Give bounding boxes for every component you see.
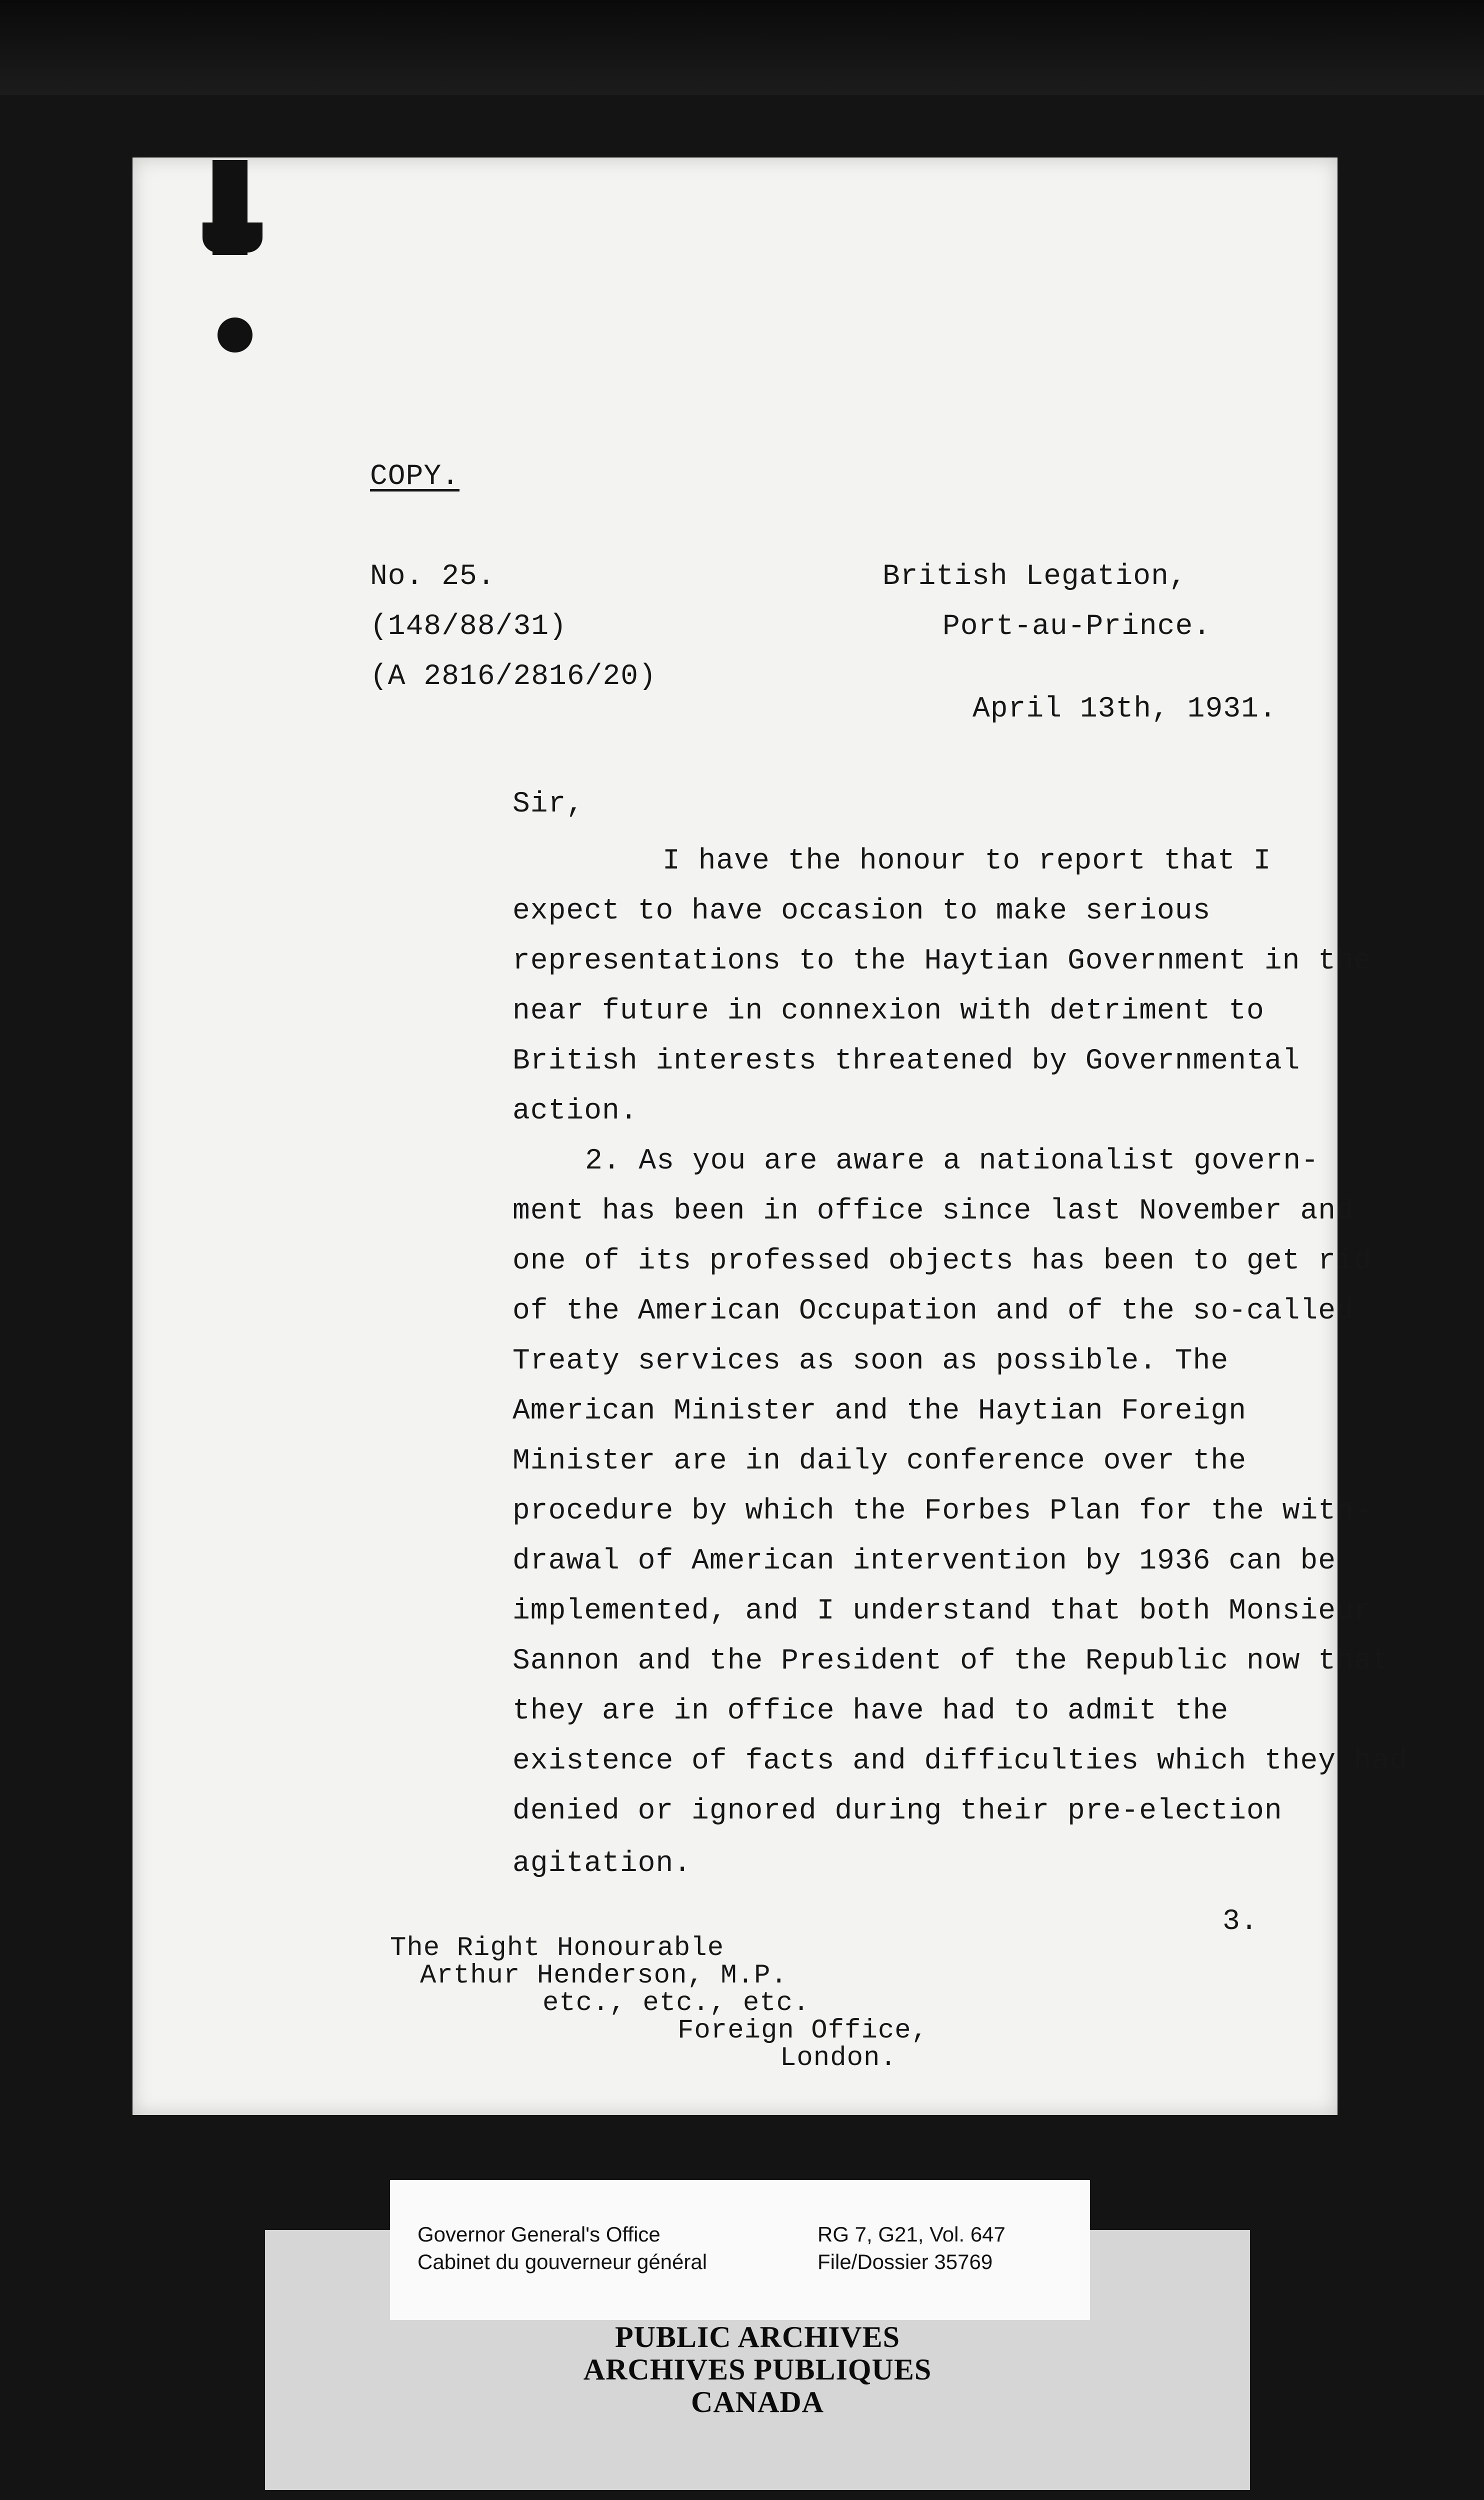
addressee-line-3: etc., etc., etc. [542,1988,810,2018]
body-line: existence of facts and difficulties which they had [512,1745,1408,1778]
body-line: agitation. [512,1848,692,1880]
body-line: Treaty services as soon as possible. The [512,1345,1229,1378]
body-line: implemented, and I understand that both Monsieur [512,1595,1372,1628]
addressee-line-2: Arthur Henderson, M.P. [420,1960,788,1991]
letter-date: April 13th, 1931. [972,693,1277,726]
body-line: one of its professed objects has been to get rid [512,1245,1372,1278]
archive-label [390,2180,1090,2320]
body-line: British interests threatened by Governmental [512,1045,1300,1078]
sender-line-1: British Legation, [882,560,1187,593]
body-line: drawal of American intervention by 1936 can be [512,1545,1336,1578]
file-reference-1: (148/88/31) [370,610,567,643]
body-line: near future in connexion with detriment to [512,995,1264,1028]
scan-artifact [218,318,252,352]
body-line: action. [512,1095,638,1128]
archive-stamp-line-1: PUBLIC ARCHIVES [614,2320,900,2354]
archive-stamp-line-3: CANADA [691,2386,824,2418]
office-name-en: Governor General's Office [418,2222,660,2246]
scan-artifact [202,222,262,252]
page-marker: 3. [1222,1906,1258,1938]
body-line: American Minister and the Haytian Foreign [512,1395,1247,1428]
addressee-line-5: London. [780,2043,897,2074]
body-line: representations to the Haytian Government in the [512,945,1372,978]
file-number: File/Dossier 35769 [818,2250,993,2274]
copy-marker: COPY. [370,460,460,493]
body-line: ment has been in office since last November and [512,1195,1354,1228]
body-line: I have the honour to report that I [662,845,1272,878]
body-line: of the American Occupation and of the so-called [512,1295,1354,1328]
addressee-line-1: The Right Honourable [390,1933,724,1964]
film-edge [0,0,1484,95]
body-line: they are in office have had to admit the [512,1695,1229,1728]
addressee-line-4: Foreign Office, [678,2016,928,2046]
sender-line-2: Port-au-Prince. [942,610,1212,643]
salutation: Sir, [512,788,584,820]
archive-stamp-line-2: ARCHIVES PUBLIQUES [583,2353,932,2386]
body-line: denied or ignored during their pre-election [512,1795,1282,1828]
body-line: procedure by which the Forbes Plan for the with- [512,1495,1372,1528]
file-reference-2: (A 2816/2816/20) [370,660,656,693]
body-line: 2. As you are aware a nationalist govern- [585,1145,1320,1178]
office-name-fr: Cabinet du gouverneur général [418,2250,708,2274]
body-line: expect to have occasion to make serious [512,895,1211,928]
reference-number: No. 25. [370,560,496,593]
body-line: Sannon and the President of the Republic now that [512,1645,1390,1678]
record-group: RG 7, G21, Vol. 647 [818,2222,1006,2246]
letter-page [132,158,1408,2115]
body-line: Minister are in daily conference over the [512,1445,1247,1478]
